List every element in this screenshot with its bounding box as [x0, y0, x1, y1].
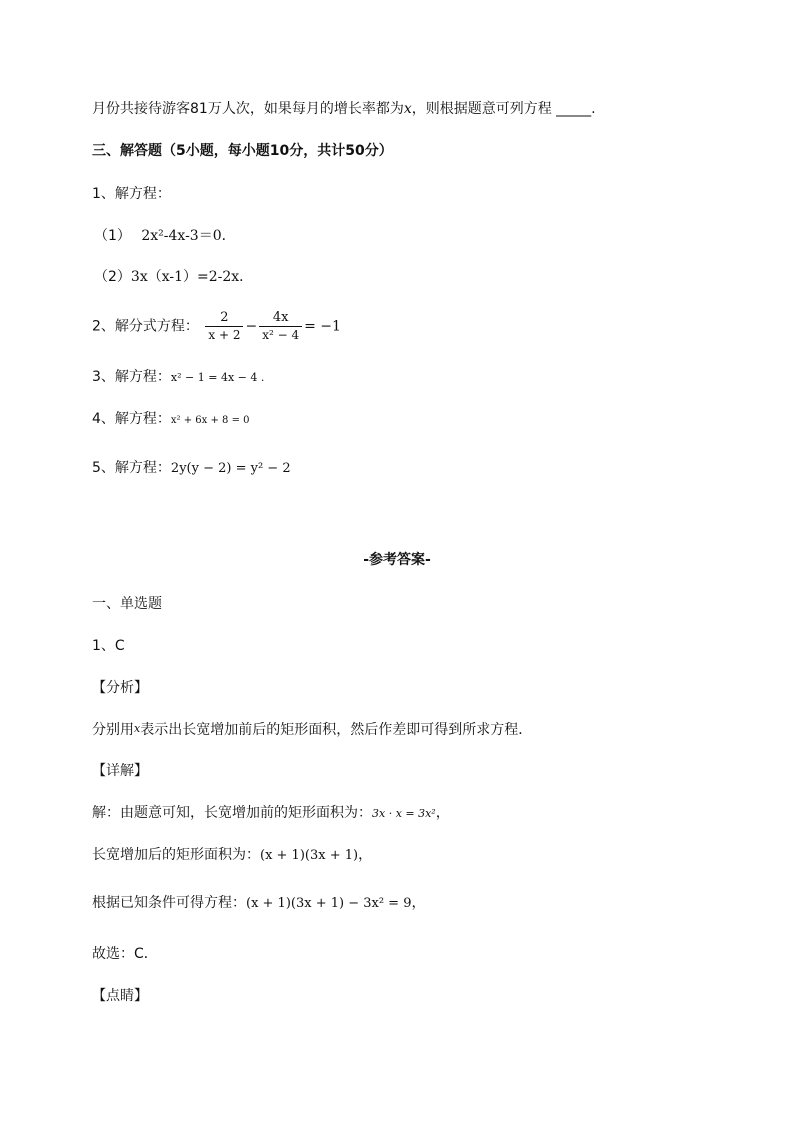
growth-text-end: ，则根据题意可列方程 _____. [411, 101, 596, 117]
detail-line-2-text: 长宽增加后的矩形面积为： [92, 847, 260, 863]
detail-line-1 [92, 803, 450, 824]
detail-label: 【详解】 [92, 763, 148, 779]
question-2 [92, 310, 341, 343]
detail-line-3-end: ， [411, 895, 426, 911]
question-2-title: 2、解分式方程： [92, 318, 199, 335]
question-1a-expression: 2x²-4x-3＝0． [141, 228, 236, 244]
question-4-expression: x² + 6x + 8 = 0 [170, 415, 250, 426]
detail-line-1-expression: 3x · x = 3x² [372, 807, 436, 820]
fraction-2-numerator: 4x [272, 310, 289, 325]
detail-line-3-text: 根据已知条件可得方程： [92, 895, 246, 911]
analysis-label: 【分析】 [92, 680, 148, 696]
growth-variable: x [403, 101, 412, 117]
fraction-1 [205, 310, 243, 343]
paragraph-line-growth [92, 99, 596, 119]
section-heading-solve: 三、解答题（5小题，每小题10分，共计50分） [92, 143, 393, 159]
detail-line-1-text: 解：由题意可知，长宽增加前的矩形面积为： [92, 805, 372, 821]
detail-line-3-expression: (x + 1)(3x + 1) − 3x² = 9 [246, 896, 412, 911]
detail-line-1-end: ， [435, 805, 450, 821]
detail-line-2-expression: (x + 1)(3x + 1) [260, 848, 359, 863]
question-1-title: 1、解方程： [92, 186, 171, 202]
question-5-title: 5、解方程： [92, 460, 171, 476]
fraction-2-denominator: x² − 4 [259, 326, 302, 343]
fraction-rhs: = −1 [304, 318, 341, 335]
section-single-choice: 一、单选题 [92, 596, 162, 612]
question-3 [92, 367, 264, 388]
question-1b-label: （2） [94, 269, 131, 285]
question-3-title: 3、解方程： [92, 369, 171, 385]
fraction-1-numerator: 2 [220, 310, 229, 325]
detail-line-2-end: ， [358, 847, 373, 863]
question-5 [92, 458, 291, 479]
analysis-variable: x [134, 722, 141, 735]
question-4 [92, 409, 250, 431]
growth-text: 月份共接待游客81万人次，如果每月的增长率都为 [92, 101, 404, 117]
analysis-text-b: 表示出长宽增加前后的矩形面积，然后作差即可得到所求方程． [140, 722, 533, 738]
fraction-minus: − [245, 318, 258, 335]
analysis-text [92, 719, 532, 740]
question-1a [94, 226, 236, 246]
question-1a-label: （1） [94, 228, 131, 244]
analysis-text-a: 分别用 [92, 722, 134, 738]
comment-label: 【点睛】 [92, 988, 148, 1004]
detail-line-3 [92, 893, 425, 914]
question-1b-expression: 3x（x-1）=2-2x． [130, 269, 254, 285]
question-5-expression: 2y(y − 2) = y² − 2 [170, 461, 291, 476]
question-1b [94, 267, 253, 287]
question-4-title: 4、解方程： [92, 411, 171, 427]
fraction-2 [259, 310, 302, 343]
answer-choice: 故选：C． [92, 946, 158, 962]
answer-heading: -参考答案- [363, 552, 431, 568]
question-3-expression: x² − 1 = 4x − 4 . [170, 371, 265, 384]
fraction-1-denominator: x + 2 [205, 326, 243, 343]
answer-1: 1、C [92, 638, 125, 654]
detail-line-2 [92, 845, 372, 866]
